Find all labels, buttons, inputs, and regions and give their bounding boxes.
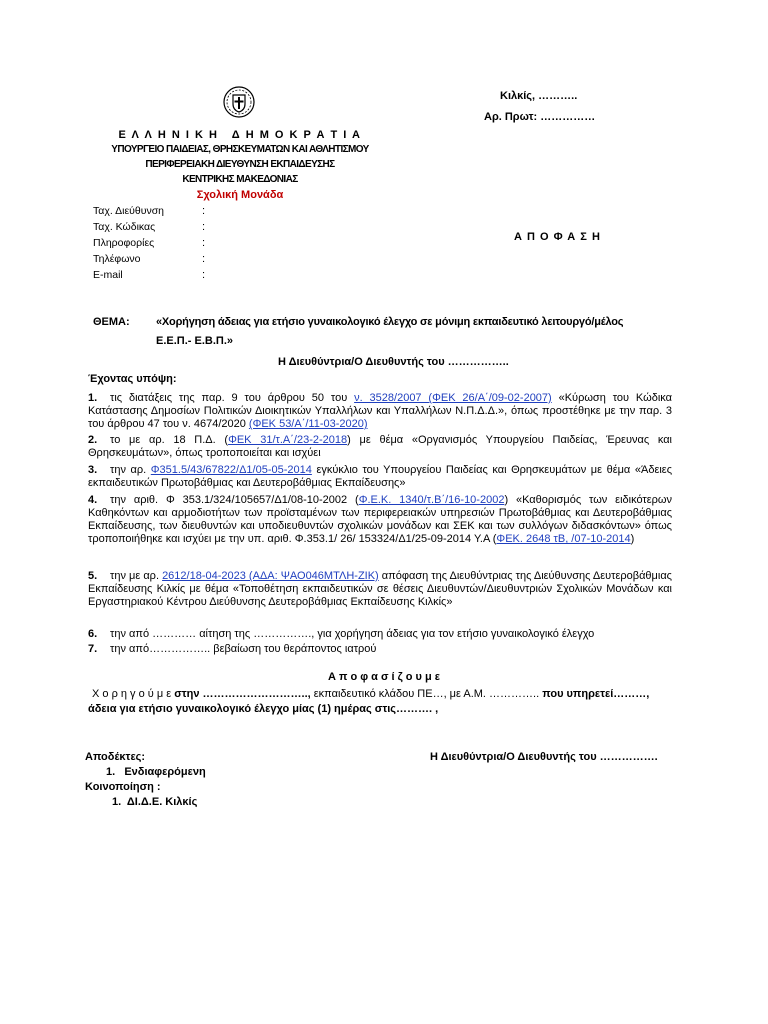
- field-label: Πληροφορίες: [93, 237, 155, 249]
- decision-title: Α Π Ο Φ Α Σ Η: [514, 231, 601, 243]
- recipient-item: 1. Ενδιαφερόμενη: [106, 766, 206, 778]
- field-value: :: [202, 253, 206, 265]
- place-date: Κιλκίς, ………..: [500, 90, 578, 102]
- grant-line-1: [92, 688, 676, 700]
- subject-line-1: «Χορήγηση άδειας για ετήσιο γυναικολογικό έλεγχο σε μόνιμη εκπαιδευτικό λειτουργό/μέλος: [156, 316, 624, 328]
- field-value: :: [202, 237, 206, 249]
- fek-link[interactable]: (ΦΕΚ 53/Α΄/11-03-2020): [248, 418, 368, 430]
- grant-name: στην ………………………..,: [171, 688, 311, 700]
- item-text: ) «Καθορισμός των ειδικότερων Καθηκόντων και αρμοδιοτήτων των προϊσταμένων των περιφερειακών υπηρεσιών Πρωτοβάθμιας και Δευτεροβάθμιας Εκπαίδευσης, των διευθυντών και υποδιευθυντών σχολικών μονάδων και ΣΕΚ και των συλλόγων διδασκόντων» όπως τροποποιήθηκε και ισχύει με την υπ. αριθ. Φ.353.1/ 26/ 153324/Δ1/25-09-2014 Υ.Α (: [88, 494, 673, 545]
- grant-serves: που υπηρετεί………,: [539, 688, 650, 700]
- grant-line-2: άδεια για ετήσιο γυναικολογικό έλεγχο μίας (1) ημέρας στις………. ,: [88, 703, 439, 715]
- school-unit: Σχολική Μονάδα: [196, 189, 284, 201]
- item-number: 3.: [88, 464, 98, 476]
- ministry-heading: ΥΠΟΥΡΓΕΙΟ ΠΑΙΔΕΙΑΣ, ΘΡΗΣΚΕΥΜΑΤΩΝ ΚΑΙ ΑΘΛΗΤΙΣΜΟΥ: [111, 144, 369, 155]
- item-text: ): [630, 533, 635, 545]
- recipients-label: Αποδέκτες:: [85, 751, 146, 763]
- field-label: Ταχ. Κώδικας: [93, 221, 156, 233]
- item-text: τις διατάξεις της παρ. 9 του άρθρου 50 του: [110, 392, 355, 404]
- grant-verb: Χ ο ρ η γ ο ύ μ ε: [92, 688, 172, 700]
- fek-link[interactable]: ΦΕΚ 31/τ.Α΄/23-2-2018: [228, 434, 348, 446]
- item-number: 7.: [88, 643, 98, 655]
- field-label: Τηλέφωνο: [93, 253, 141, 265]
- item-text: την με αρ.: [110, 570, 163, 582]
- republic-heading: Ε Λ Λ Η Ν Ι Κ Η Δ Η Μ Ο Κ Ρ Α Τ Ι Α: [118, 129, 362, 141]
- field-label: Ταχ. Διεύθυνση: [93, 205, 165, 217]
- considering-heading: Έχοντας υπόψη:: [88, 373, 177, 385]
- item-text: την από ………… αίτηση της ……………., για χορήγηση άδειας για τον ετήσιο γυναικολογικό έλεγχο: [110, 628, 595, 640]
- item-7: [88, 643, 672, 656]
- subject-line-2: Ε.Ε.Π.- Ε.Β.Π.»: [156, 335, 234, 347]
- circular-link[interactable]: Φ351.5/43/67822/Δ1/05-05-2014: [150, 464, 312, 476]
- item-3: [88, 464, 672, 490]
- field-value: :: [202, 205, 206, 217]
- grant-specialty: εκπαιδευτικό κλάδου ΠΕ…, με Α.Μ. …………..: [310, 688, 540, 700]
- decision-link[interactable]: 2612/18-04-2023 (ΑΔΑ: ΨΑΟ046ΜΤΛΗ-ΖΙΚ): [162, 570, 379, 582]
- director-heading: Η Διευθύντρια/Ο Διευθυντής του ……………..: [278, 356, 509, 368]
- contact-row: [93, 205, 164, 217]
- subject-label: ΘΕΜΑ:: [93, 316, 130, 328]
- item-number: 1.: [88, 392, 98, 404]
- item-text: την αρ.: [110, 464, 151, 476]
- field-label: E-mail: [93, 269, 123, 281]
- fek-link[interactable]: ΦΕΚ. 2648 τΒ, /07-10-2014: [496, 533, 631, 545]
- fek-link[interactable]: Φ.Ε.Κ. 1340/τ.Β΄/16-10-2002: [358, 494, 505, 506]
- item-text: απόφαση της Διευθύντριας της Διεύθυνσης Δευτεροβάθμιας Εκπαίδευσης Κιλκίς με θέμα «Τοποθέτηση εκπαιδευτικών σε θέσεις Διευθυντών/Διευθυντριών Σχολικών Μονάδων και Εργαστηριακού Κέντρου Διεύθυνσης Δευτεροβάθμιας Εκπαίδευσης Κιλκίς»: [88, 570, 672, 608]
- contact-row: [93, 269, 123, 281]
- contact-row: [93, 253, 141, 265]
- item-text: εγκύκλιο του Υπουργείου Παιδείας και Θρησκευμάτων με θέμα «Άδειες εκπαιδευτικών Πρωτοβάθμιας και Δευτεροβάθμιας Εκπαίδευσης»: [88, 464, 673, 489]
- item-text: την αριθ. Φ 353.1/324/105657/Δ1/08-10-2002 (: [110, 494, 359, 506]
- region-heading: ΚΕΝΤΡΙΚΗΣ ΜΑΚΕΔΟΝΙΑΣ: [182, 174, 298, 185]
- decide-heading: Α π ο φ α σ ί ζ ο υ μ ε: [327, 671, 441, 683]
- field-value: :: [202, 221, 206, 233]
- greek-emblem-icon: [222, 85, 256, 119]
- notify-label: Κοινοποίηση :: [85, 781, 161, 793]
- signature: Η Διευθύντρια/Ο Διευθυντής του …………….: [430, 751, 658, 763]
- protocol-number: Αρ. Πρωτ: ……………: [484, 111, 596, 123]
- item-4: [88, 494, 672, 572]
- item-2: [88, 434, 672, 460]
- item-number: 4.: [88, 494, 98, 506]
- field-value: :: [202, 269, 206, 281]
- item-text: την από…………….. βεβαίωση του θεράποντος ιατρού: [110, 643, 377, 655]
- item-5: [88, 570, 672, 626]
- contact-row: [93, 221, 155, 233]
- notify-item: 1. ΔΙ.Δ.Ε. Κιλκίς: [112, 796, 198, 808]
- regional-heading: ΠΕΡΙΦΕΡΕΙΑΚΗ ΔΙΕΥΘΥΝΣΗ ΕΚΠΑΙΔΕΥΣΗΣ: [145, 159, 335, 170]
- item-text: το με αρ. 18 Π.Δ. (: [110, 434, 229, 446]
- law-link[interactable]: ν. 3528/2007 (ΦΕΚ 26/Α΄/09-02-2007): [354, 392, 552, 404]
- item-number: 6.: [88, 628, 98, 640]
- item-text: ) με θέμα «Οργανισμός Υπουργείου Παιδείας, Έρευνας και Θρησκευμάτων», όπως τροποποιείται και ισχύει: [88, 434, 672, 459]
- item-1: [88, 392, 672, 432]
- item-number: 2.: [88, 434, 98, 446]
- item-text: «Κύρωση του Κώδικα Κατάστασης Δημοσίων Πολιτικών Διοικητικών Υπαλλήλων και Υπαλλήλων Ν.Π.Δ.Δ.», όπως προστέθηκε με την παρ. 3 του άρθρου 47 του ν. 4674/2020: [88, 392, 673, 430]
- item-6: [88, 628, 672, 641]
- contact-row: [93, 237, 154, 249]
- item-number: 5.: [88, 570, 98, 582]
